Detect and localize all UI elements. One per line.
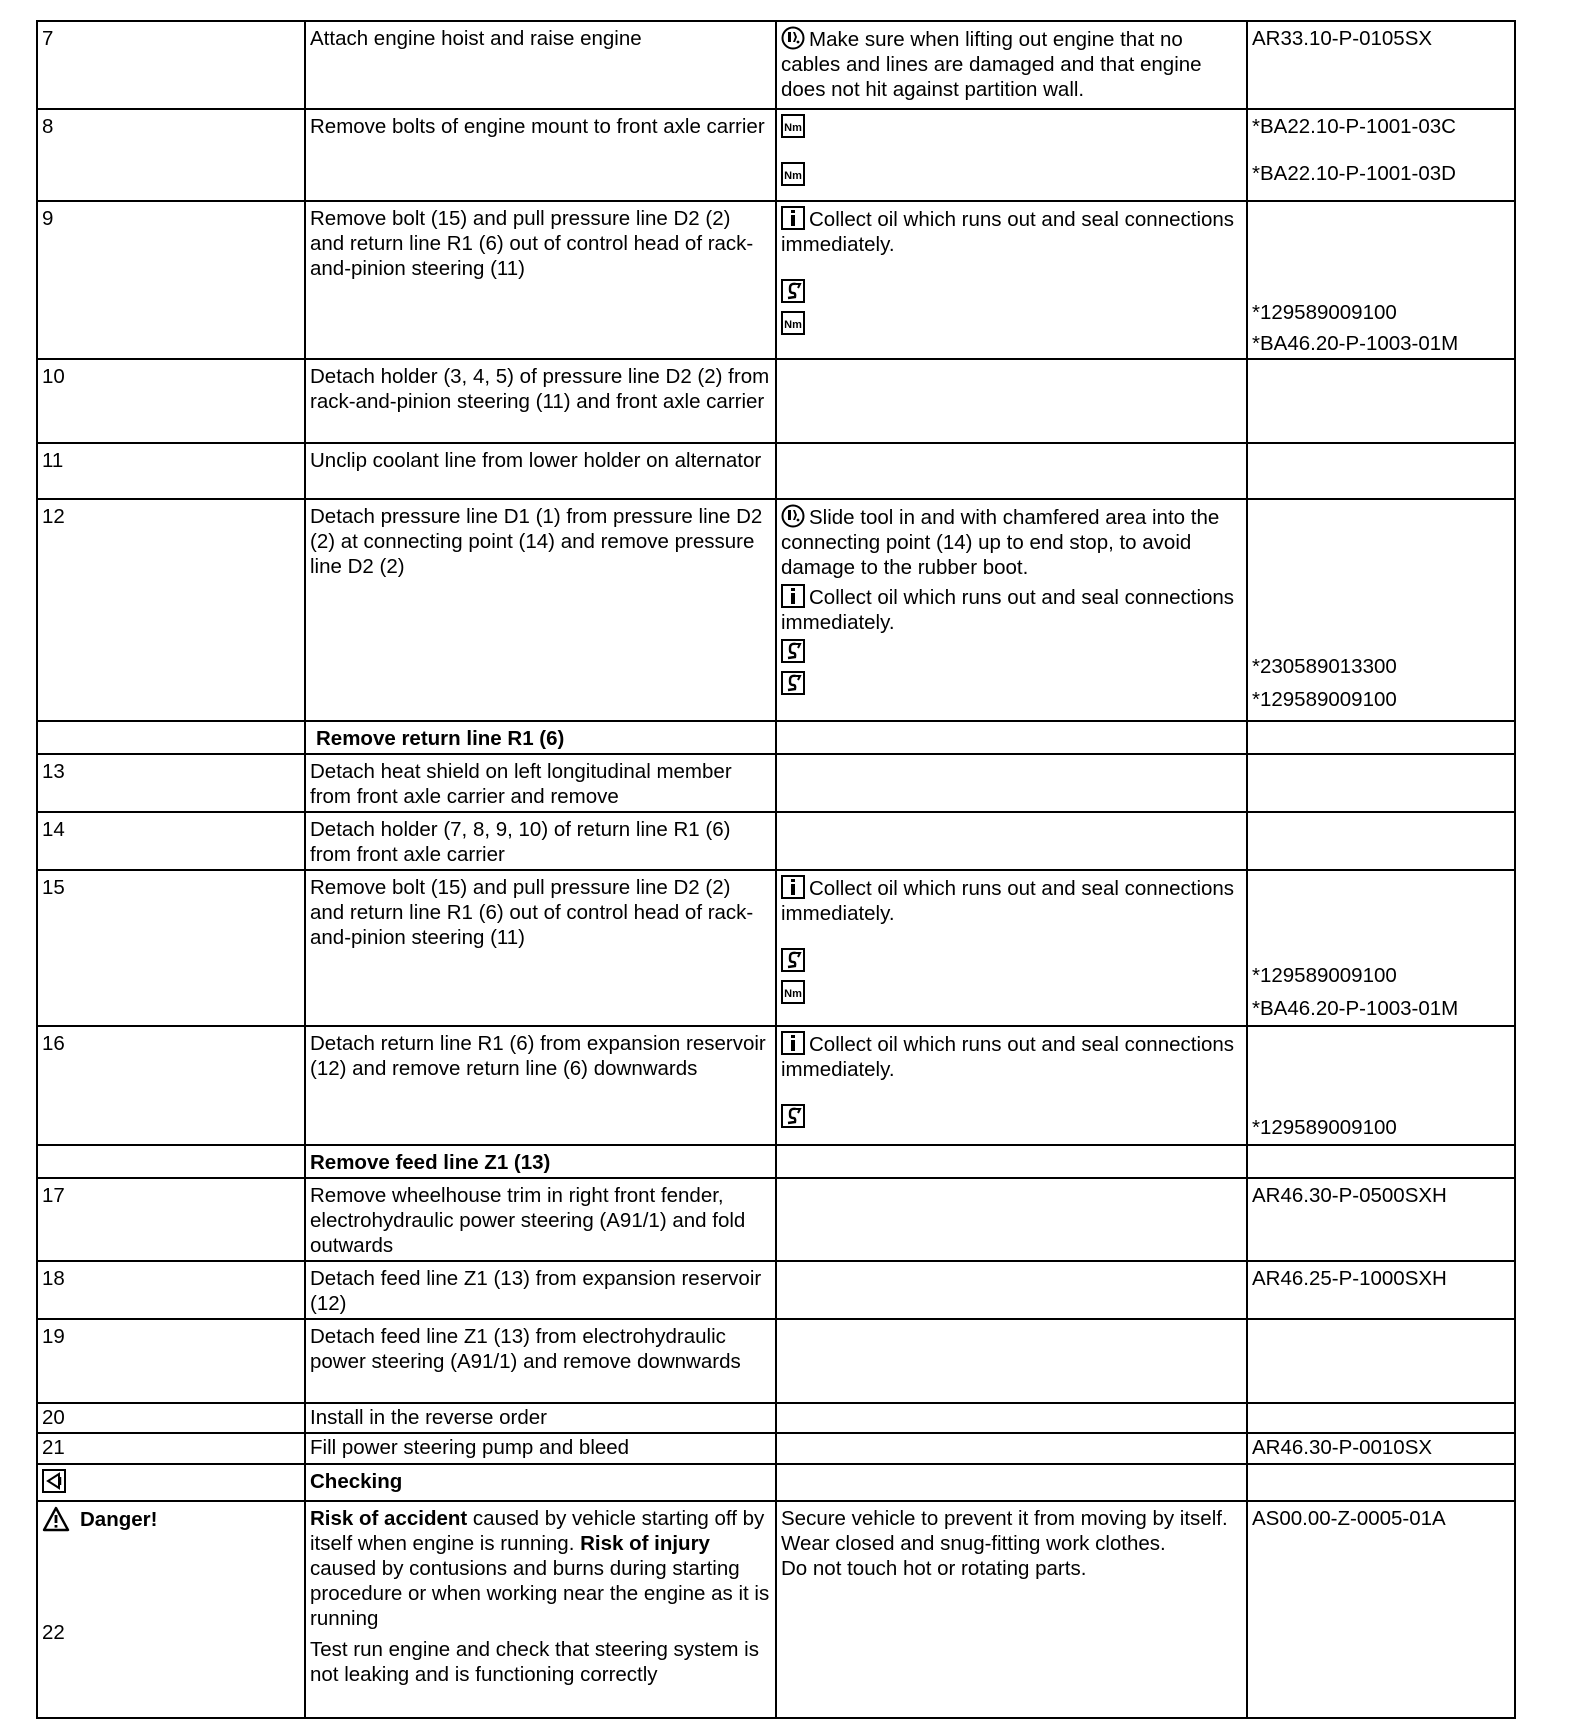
procedure-table [36,20,1516,1719]
step-number: 22 [42,1621,65,1644]
table-row [37,443,1515,499]
step-number: 18 [37,1261,305,1319]
table-row [37,201,1515,359]
checking-icon [42,1469,66,1493]
danger-warning [42,1506,299,1532]
table-row [37,812,1515,870]
reference-cell [1247,870,1515,1026]
note-text: Collect oil which runs out and seal connections immediately. [781,586,1235,634]
table-row [37,754,1515,812]
table-row [37,1319,1515,1403]
reference-link[interactable]: AR46.30-P-0500SXH [1247,1178,1515,1261]
step-description: Remove bolt (15) and pull pressure line D2 (2) and return line R1 (6) out of control head of rack-and-pinion steering (11) [305,201,776,359]
reference-cell [1247,1026,1515,1145]
step-description: Detach holder (3, 4, 5) of pressure line D2 (2) from rack-and-pinion steering (11) and front axle carrier [305,359,776,443]
reference-link[interactable]: AR33.10-P-0105SX [1247,21,1515,109]
step-number: 17 [37,1178,305,1261]
reference-link[interactable]: *129589009100 [1252,1116,1397,1139]
svg-text:Nm: Nm [784,122,802,134]
torque-nm-icon [781,980,805,1004]
danger-text: caused by vehicle starting off by itself when engine is running. [310,1507,765,1555]
info-icon [781,1031,805,1055]
torque-nm-icon [781,114,805,138]
step-description: Detach pressure line D1 (1) from pressure line D2 (2) at connecting point (14) and remove pressure line D2 (2) [305,499,776,721]
section-heading: Remove return line R1 (6) [305,721,776,754]
step-note [776,499,1247,721]
danger-risk-injury: Risk of injury [580,1532,710,1555]
step-number: 20 [37,1403,305,1433]
step-number: 21 [37,1433,305,1464]
reference-cell [1247,499,1515,721]
table-row [37,870,1515,1026]
special-tool-icon [781,1104,805,1128]
section-heading: Remove feed line Z1 (13) [305,1145,776,1178]
step-description: Detach holder (7, 8, 9, 10) of return line R1 (6) from front axle carrier [305,812,776,870]
reference-link[interactable]: *230589013300 [1252,655,1397,678]
reference-cell [1247,109,1515,201]
danger-text: caused by contusions and burns during starting procedure or when working near the engine as it is running [310,1557,770,1630]
step-number: 8 [37,109,305,201]
svg-text:Nm: Nm [784,319,802,331]
reference-link[interactable]: AR46.25-P-1000SXH [1247,1261,1515,1319]
step-description: Detach heat shield on left longitudinal member from front axle carrier and remove [305,754,776,812]
step-description: Fill power steering pump and bleed [305,1433,776,1464]
table-row [37,109,1515,201]
step-number: 7 [37,21,305,109]
step-note [776,201,1247,359]
step-number: 10 [37,359,305,443]
info-icon [781,584,805,608]
warning-triangle-icon [42,1506,70,1532]
step-description-22: Test run engine and check that steering system is not leaking and is functioning correctly [310,1638,759,1686]
table-row [37,1433,1515,1464]
table-row [37,1501,1515,1718]
attention-icon [781,504,805,528]
danger-risk-accident: Risk of accident [310,1507,468,1530]
step-note [776,870,1247,1026]
table-row [37,1178,1515,1261]
special-tool-icon [781,639,805,663]
reference-link[interactable]: *BA22.10-P-1001-03C [1252,115,1456,138]
step-number: 11 [37,443,305,499]
section-heading-row [37,1145,1515,1178]
torque-nm-icon [781,311,805,335]
reference-cell [1247,201,1515,359]
step-note [776,1026,1247,1145]
reference-link[interactable]: *BA46.20-P-1003-01M [1252,997,1459,1020]
info-icon [781,206,805,230]
step-note [776,109,1247,201]
note-text: Collect oil which runs out and seal connections immediately. [781,208,1235,256]
attention-icon [781,26,805,50]
note-text: Make sure when lifting out engine that no cables and lines are damaged and that engine does not hit against partition wall. [781,28,1202,101]
table-row [37,1026,1515,1145]
step-description: Detach return line R1 (6) from expansion reservoir (12) and remove return line (6) downwards [305,1026,776,1145]
reference-link[interactable]: *BA46.20-P-1003-01M [1252,332,1459,355]
reference-link[interactable]: AR46.30-P-0010SX [1247,1433,1515,1464]
special-tool-icon [781,279,805,303]
measure-text: Do not touch hot or rotating parts. [781,1557,1087,1580]
step-number: 13 [37,754,305,812]
reference-link[interactable]: *129589009100 [1252,688,1397,711]
step-number: 16 [37,1026,305,1145]
step-number: 14 [37,812,305,870]
step-number: 19 [37,1319,305,1403]
step-number: 12 [37,499,305,721]
step-description: Detach feed line Z1 (13) from expansion reservoir (12) [305,1261,776,1319]
section-heading-row [37,721,1515,754]
danger-label: Danger! [80,1507,158,1531]
note-text: Collect oil which runs out and seal connections immediately. [781,1033,1235,1081]
section-heading: Checking [305,1464,776,1501]
table-row [37,499,1515,721]
step-description: Detach feed line Z1 (13) from electrohydraulic power steering (A91/1) and remove downwards [305,1319,776,1403]
svg-text:Nm: Nm [784,988,802,1000]
table-row [37,1261,1515,1319]
table-row [37,1403,1515,1433]
measure-text: Secure vehicle to prevent it from moving by itself. [781,1507,1228,1530]
step-description: Unclip coolant line from lower holder on alternator [305,443,776,499]
reference-link[interactable]: AS00.00-Z-0005-01A [1247,1501,1515,1718]
table-row [37,359,1515,443]
special-tool-icon [781,948,805,972]
safety-measures [776,1501,1247,1718]
torque-nm-icon [781,162,805,186]
note-text: Slide tool in and with chamfered area into the connecting point (14) up to end stop, to avoid damage to the rubber boot. [781,506,1220,579]
reference-link[interactable]: *129589009100 [1252,301,1397,324]
step-number: 15 [37,870,305,1026]
reference-link[interactable]: *129589009100 [1252,964,1397,987]
step-description: Remove bolts of engine mount to front axle carrier [305,109,776,201]
note-text: Collect oil which runs out and seal connections immediately. [781,877,1235,925]
measure-text: Wear closed and snug-fitting work clothes. [781,1532,1166,1555]
step-number: 9 [37,201,305,359]
step-description: Attach engine hoist and raise engine [305,21,776,109]
special-tool-icon [781,671,805,695]
section-heading-row [37,1464,1515,1501]
step-description: Remove wheelhouse trim in right front fender, electrohydraulic power steering (A91/1) and fold outwards [305,1178,776,1261]
table-row [37,21,1515,109]
step-description: Remove bolt (15) and pull pressure line D2 (2) and return line R1 (6) out of control head of rack-and-pinion steering (11) [305,870,776,1026]
step-cell [37,1501,305,1718]
reference-link[interactable]: *BA22.10-P-1001-03D [1252,162,1456,185]
step-note [776,21,1247,109]
step-description: Install in the reverse order [305,1403,776,1433]
svg-text:Nm: Nm [784,170,802,182]
info-icon [781,875,805,899]
step-description [305,1501,776,1718]
